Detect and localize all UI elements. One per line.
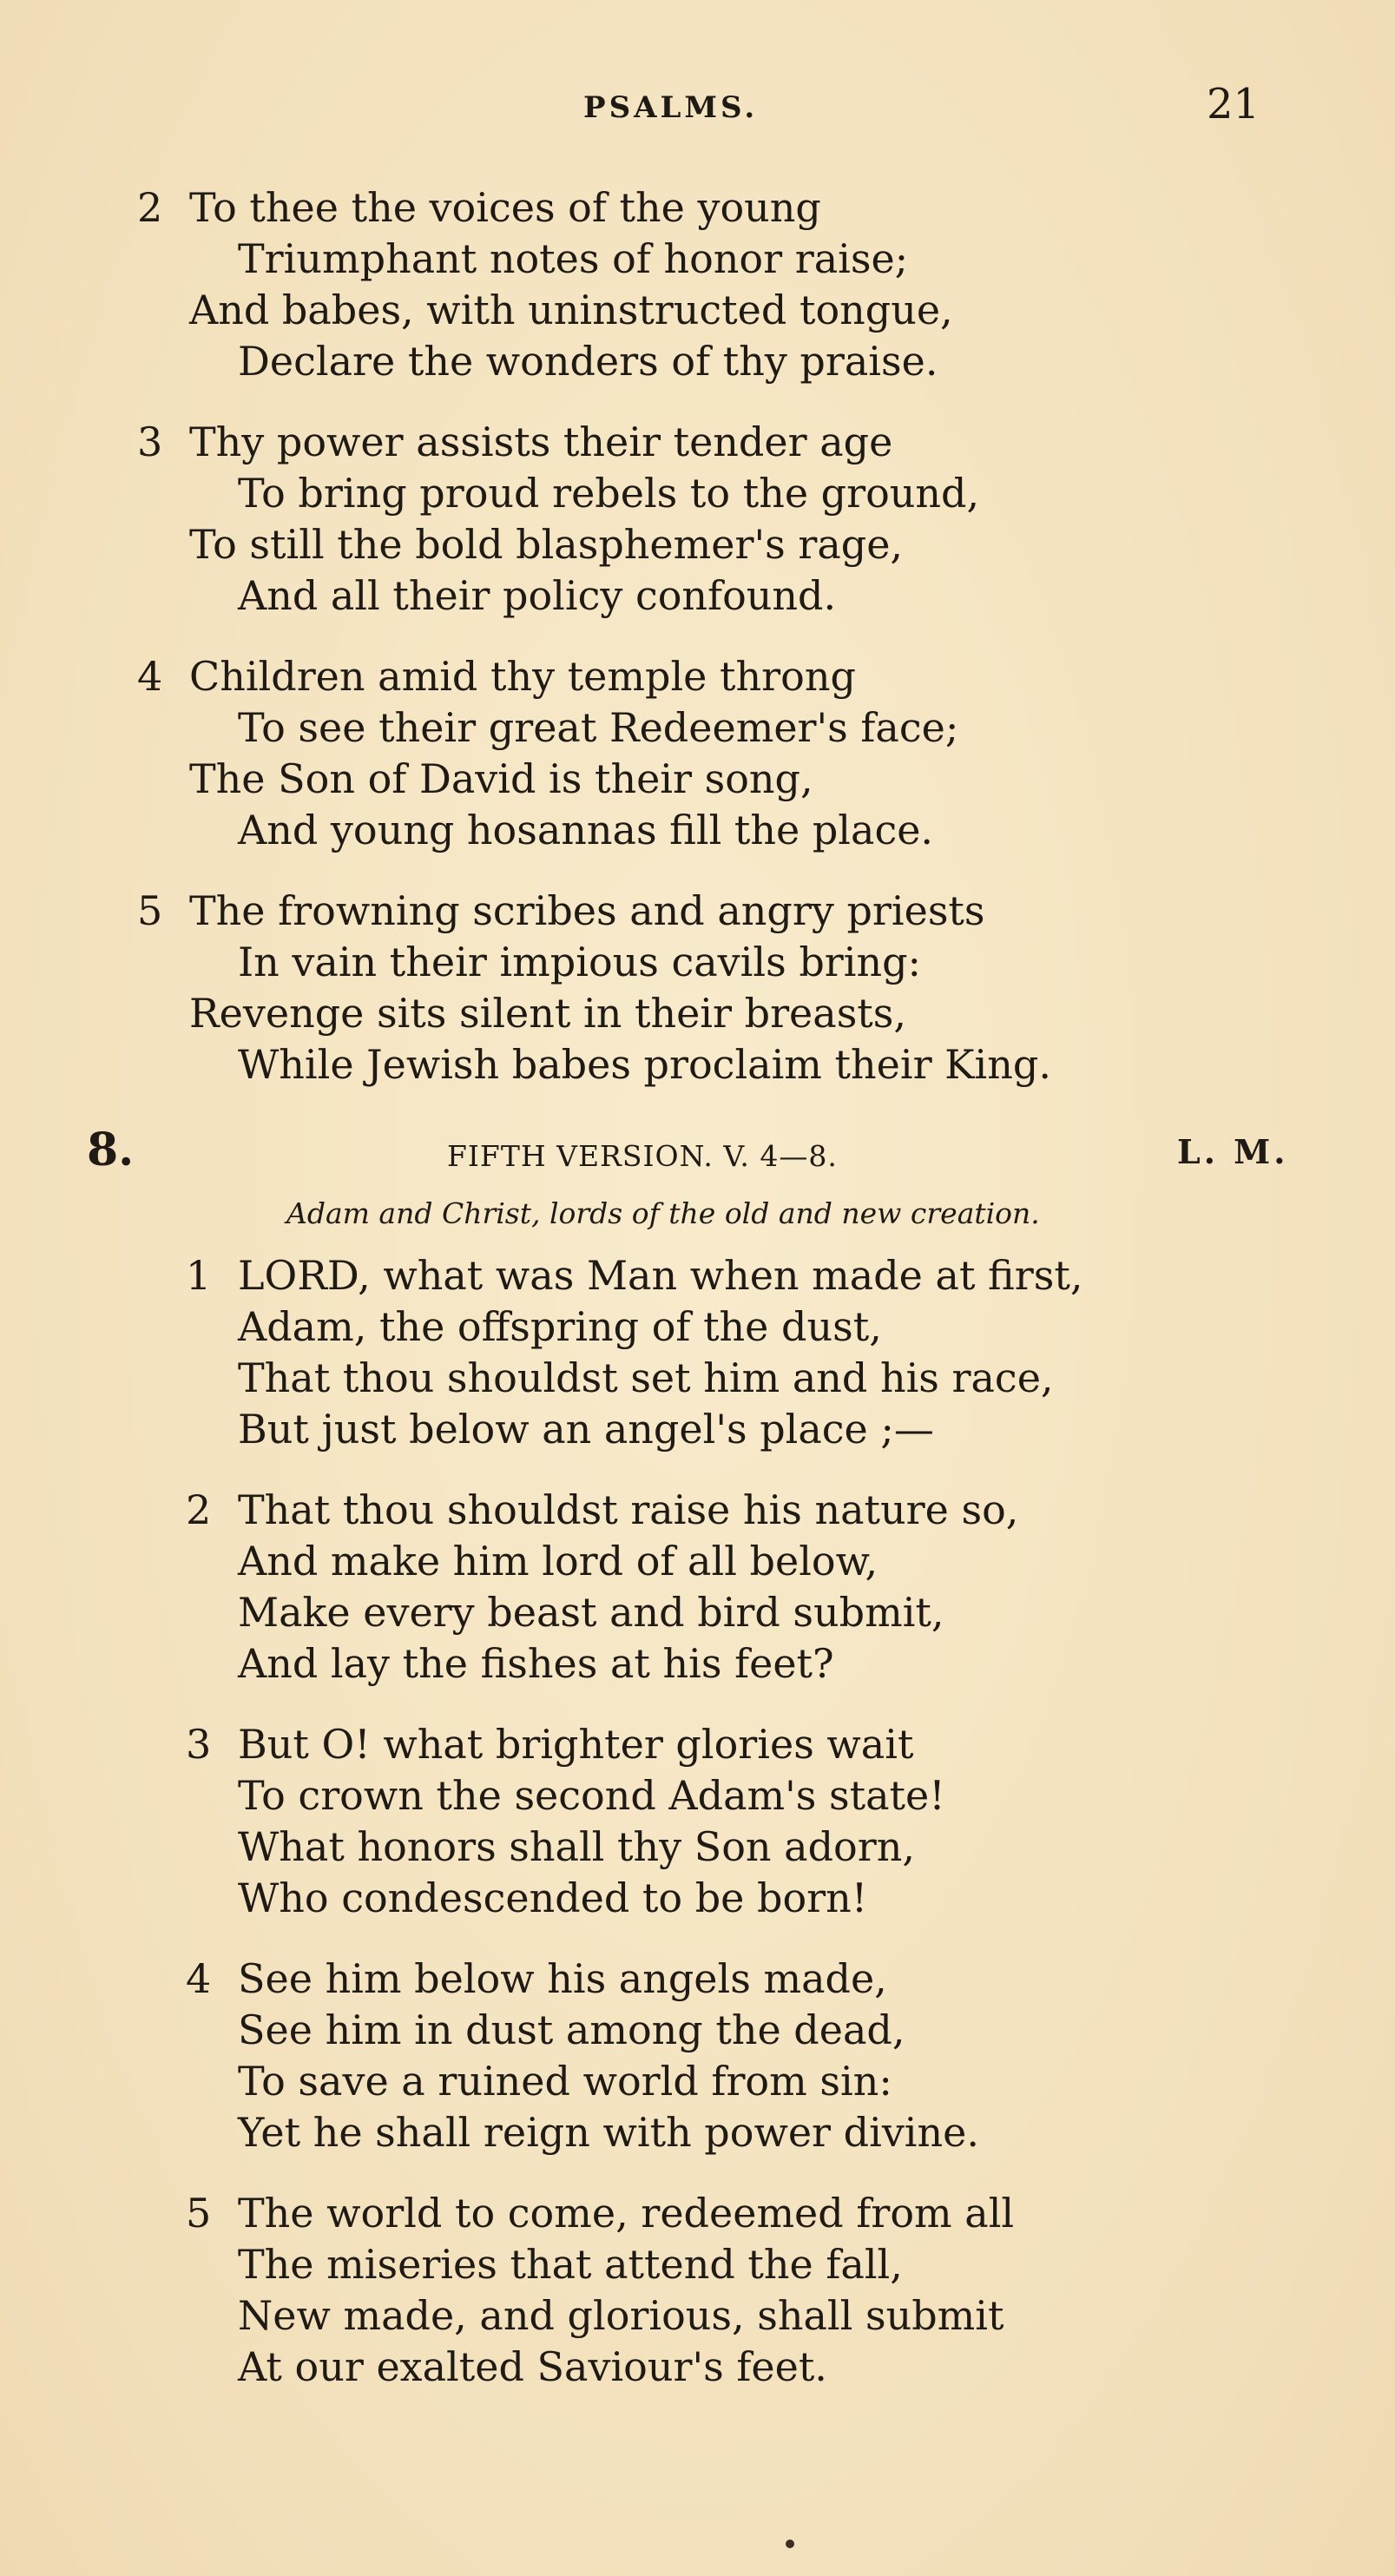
verse-line: The world to come, redeemed from all (238, 2190, 1015, 2237)
verse-line: To crown the second Adam's state! (238, 1772, 945, 1819)
verse-line: And make him lord of all below, (238, 1538, 878, 1584)
stanza-number: 5 (186, 2190, 212, 2237)
verse-line: Revenge sits silent in their breasts, (189, 990, 907, 1037)
stanza-bottom-5 (186, 2188, 1015, 2393)
verse-line: To save a ruined world from sin: (238, 2058, 892, 2105)
verse-line: Yet he shall reign with power divine. (238, 2109, 979, 2156)
verse-line: At our exalted Saviour's feet. (238, 2343, 827, 2390)
stanza-top-5 (137, 886, 1051, 1090)
verse-line: To see their great Redeemer's face; (238, 704, 959, 751)
verse-line: The Son of David is their song, (189, 755, 813, 802)
running-head (0, 80, 1395, 130)
verse-line: New made, and glorious, shall submit (238, 2292, 1004, 2339)
verse-line: And young hosannas fill the place. (238, 807, 934, 853)
psalm-heading (0, 1123, 1395, 1181)
verse-line: But just below an angel's place ;— (238, 1406, 934, 1453)
verse-line: That thou shouldst raise his nature so, (238, 1486, 1019, 1533)
stanza-number: 3 (186, 1721, 212, 1768)
stanza-number: 5 (137, 887, 163, 934)
verse-line: See him below his angels made, (238, 1955, 887, 2002)
verse-line: The miseries that attend the fall, (238, 2241, 903, 2288)
verse-line: That thou shouldst set him and his race, (238, 1354, 1054, 1401)
verse-line: Declare the wonders of thy praise. (238, 338, 938, 385)
verse-line: But O! what brighter glories wait (238, 1721, 914, 1768)
verse-line: The frowning scribes and angry priests (189, 887, 985, 934)
stanza-number: 1 (186, 1252, 212, 1299)
verse-line: See him in dust among the dead, (238, 2006, 905, 2053)
verse-line: To bring proud rebels to the ground, (238, 470, 980, 517)
stanza-number: 2 (186, 1486, 212, 1533)
verse-line: What honors shall thy Son adorn, (238, 1823, 915, 1870)
verse-line: LORD, what was Man when made at first, (238, 1252, 1083, 1299)
stanza-top-4 (137, 651, 959, 856)
stanza-bottom-4 (186, 1953, 979, 2158)
verse-line: To thee the voices of the young (189, 184, 821, 231)
version-label: FIFTH VERSION. V. 4—8. (447, 1139, 838, 1173)
stanza-number: 3 (137, 418, 163, 465)
stanza-number: 4 (186, 1955, 212, 2002)
page-number: 21 (1207, 80, 1260, 128)
verse-line: Adam, the offspring of the dust, (238, 1303, 882, 1350)
verse-line: In vain their impious cavils bring: (238, 939, 922, 985)
stanza-number: 4 (137, 653, 163, 700)
verse-line: Make every beast and bird submit, (238, 1589, 944, 1636)
verse-line: To still the bold blasphemer's rage, (189, 521, 904, 568)
stanza-number: 2 (137, 184, 163, 231)
stanza-bottom-1 (186, 1250, 1083, 1455)
printer-mark (786, 2540, 794, 2548)
meter-label: L. M. (1177, 1132, 1289, 1171)
stanza-top-3 (137, 417, 980, 622)
verse-line: And all their policy confound. (238, 572, 837, 619)
stanza-bottom-2 (186, 1485, 1019, 1690)
psalm-subtitle: Adam and Christ, lords of the old and new creation. (286, 1196, 1040, 1230)
verse-line: Children amid thy temple throng (189, 653, 856, 700)
verse-line: Who condescended to be born! (238, 1874, 868, 1921)
verse-line: Thy power assists their tender age (189, 418, 893, 465)
stanza-bottom-3 (186, 1719, 945, 1924)
psalm-number: 8. (87, 1123, 135, 1176)
stanza-top-2 (137, 182, 953, 387)
running-title: PSALMS. (583, 90, 759, 125)
verse-line: While Jewish babes proclaim their King. (238, 1041, 1051, 1088)
verse-line: And babes, with uninstructed tongue, (189, 287, 953, 333)
verse-line: And lay the fishes at his feet? (238, 1640, 834, 1687)
verse-line: Triumphant notes of honor raise; (238, 235, 909, 282)
